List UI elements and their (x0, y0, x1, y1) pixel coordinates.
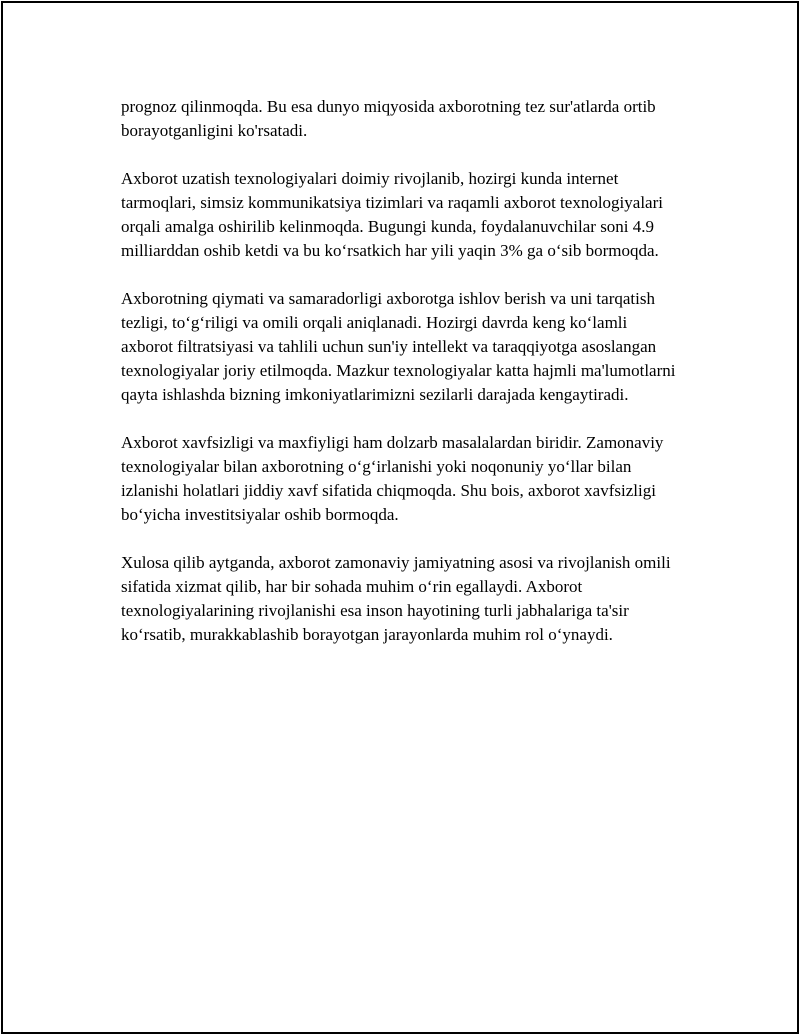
paragraph-1: prognoz qilinmoqda. Bu esa dunyo miqyosida axborotning tez sur'atlarda ortib borayotganligini ko'rsatadi. (121, 97, 656, 140)
paragraph-4: Axborot xavfsizligi va maxfiyligi ham dolzarb masalalardan biridir. Zamonaviy texnologiyalar bilan axborotning oʻgʻirlanishi yoki noqonuniy yoʻllar bilan izlanishi holatlari jiddiy xavf sifatida chiqmoqda. Shu bois, axborot xavfsizligi boʻyicha investitsiyalar oshib bormoqda. (121, 433, 664, 524)
paragraph-5: Xulosa qilib aytganda, axborot zamonaviy jamiyatning asosi va rivojlanish omili sifatida xizmat qilib, har bir sohada muhim oʻrin egallaydi. Axborot texnologiyalarining rivojlanishi esa inson hayotining turli jabhalariga ta'sir koʻrsatib, murakkablashib borayotgan jarayonlarda muhim rol oʻynaydi. (121, 553, 671, 644)
document-page (1, 1, 799, 1034)
paragraph-2: Axborot uzatish texnologiyalari doimiy rivojlanib, hozirgi kunda internet tarmoqlari, simsiz kommunikatsiya tizimlari va raqamli axborot texnologiyalari orqali amalga oshirilib kelinmoqda. Bugungi kunda, foydalanuvchilar soni 4.9 milliarddan oshib ketdi va bu koʻrsatkich har yili yaqin 3% ga oʻsib bormoqda. (121, 169, 663, 260)
document-body (121, 95, 681, 671)
paragraph-3: Axborotning qiymati va samaradorligi axborotga ishlov berish va uni tarqatish tezligi, toʻgʻriligi va omili orqali aniqlanadi. Hozirgi davrda keng koʻlamli axborot filtratsiyasi va tahlili uchun sun'iy intellekt va taraqqiyotga asoslangan texnologiyalar joriy etilmoqda. Mazkur texnologiyalar katta hajmli ma'lumotlarni qayta ishlashda bizning imkoniyatlarimizni sezilarli darajada kengaytiradi. (121, 289, 676, 404)
